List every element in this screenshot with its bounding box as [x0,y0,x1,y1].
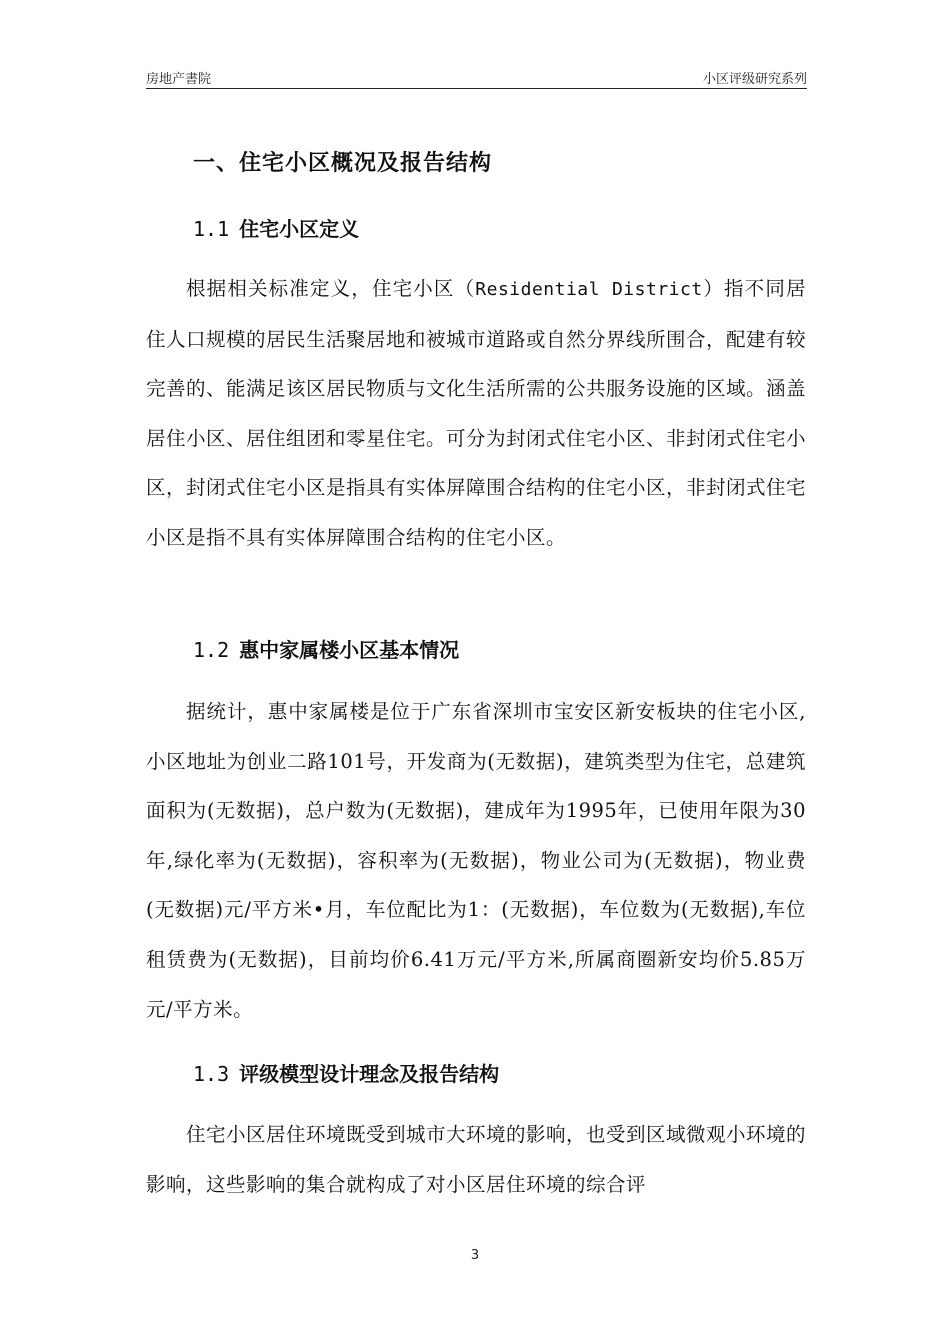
header-publisher: 房地产書院 [146,72,212,87]
model-design-paragraph: 住宅小区居住环境既受到城市大环境的影响，也受到区域微观小环境的影响，这些影响的集合就构成了对小区居住环境的综合评 [146,1123,807,1196]
page-number: 3 [470,1248,480,1263]
subsection-heading-1-3 [193,1058,499,1087]
subsection-title: 惠中家属楼小区基本情况 [239,638,460,662]
paragraph-text: 根据相关标准定义，住宅小区（ [186,277,476,300]
page-header [146,66,807,89]
subsection-number: 1.3 [193,1062,230,1086]
subsection-number: 1.1 [193,217,230,241]
subsection-heading-1-2 [193,634,459,663]
header-series-title: 小区评级研究系列 [702,72,807,87]
subsection-heading-1-1 [193,213,359,242]
paragraph-text: ）指不同居住人口规模的居民生活聚居地和被城市道路或自然分界线所围合，配建有较完善的、能满足该区居民物质与文化生活所需的公共服务设施的区域。涵盖居住小区、居住组团和零星住宅。可分为封闭式住宅小区、非封闭式住宅小区，封闭式住宅小区是指具有实体屏障围合结构的住宅小区，非封闭式住宅小区是指不具有实体屏障围合结构的住宅小区。 [146,277,807,549]
subsection-title: 评级模型设计理念及报告结构 [239,1062,500,1086]
english-term: Residential District [475,279,703,300]
subsection-title: 住宅小区定义 [239,217,360,241]
basic-info-paragraph: 据统计，惠中家属楼是位于广东省深圳市宝安区新安板块的住宅小区,小区地址为创业二路101号，开发商为(无数据)，建筑类型为住宅，总建筑面积为(无数据)，总户数为(无数据)，建成年为1995年，已使用年限为30年,绿化率为(无数据)，容积率为(无数据)，物业公司为(无数据)，物业费(无数据)元/平方米•月，车位配比为1：(无数据)，车位数为(无数据),车位租赁费为(无数据)，目前均价6.41万元/平方米,所属商圈新安均价5.85万元/平方米。 [146,700,806,1021]
subsection-number: 1.2 [193,638,230,662]
definition-paragraph [146,264,806,563]
section-heading: 一、住宅小区概况及报告结构 [193,151,493,176]
